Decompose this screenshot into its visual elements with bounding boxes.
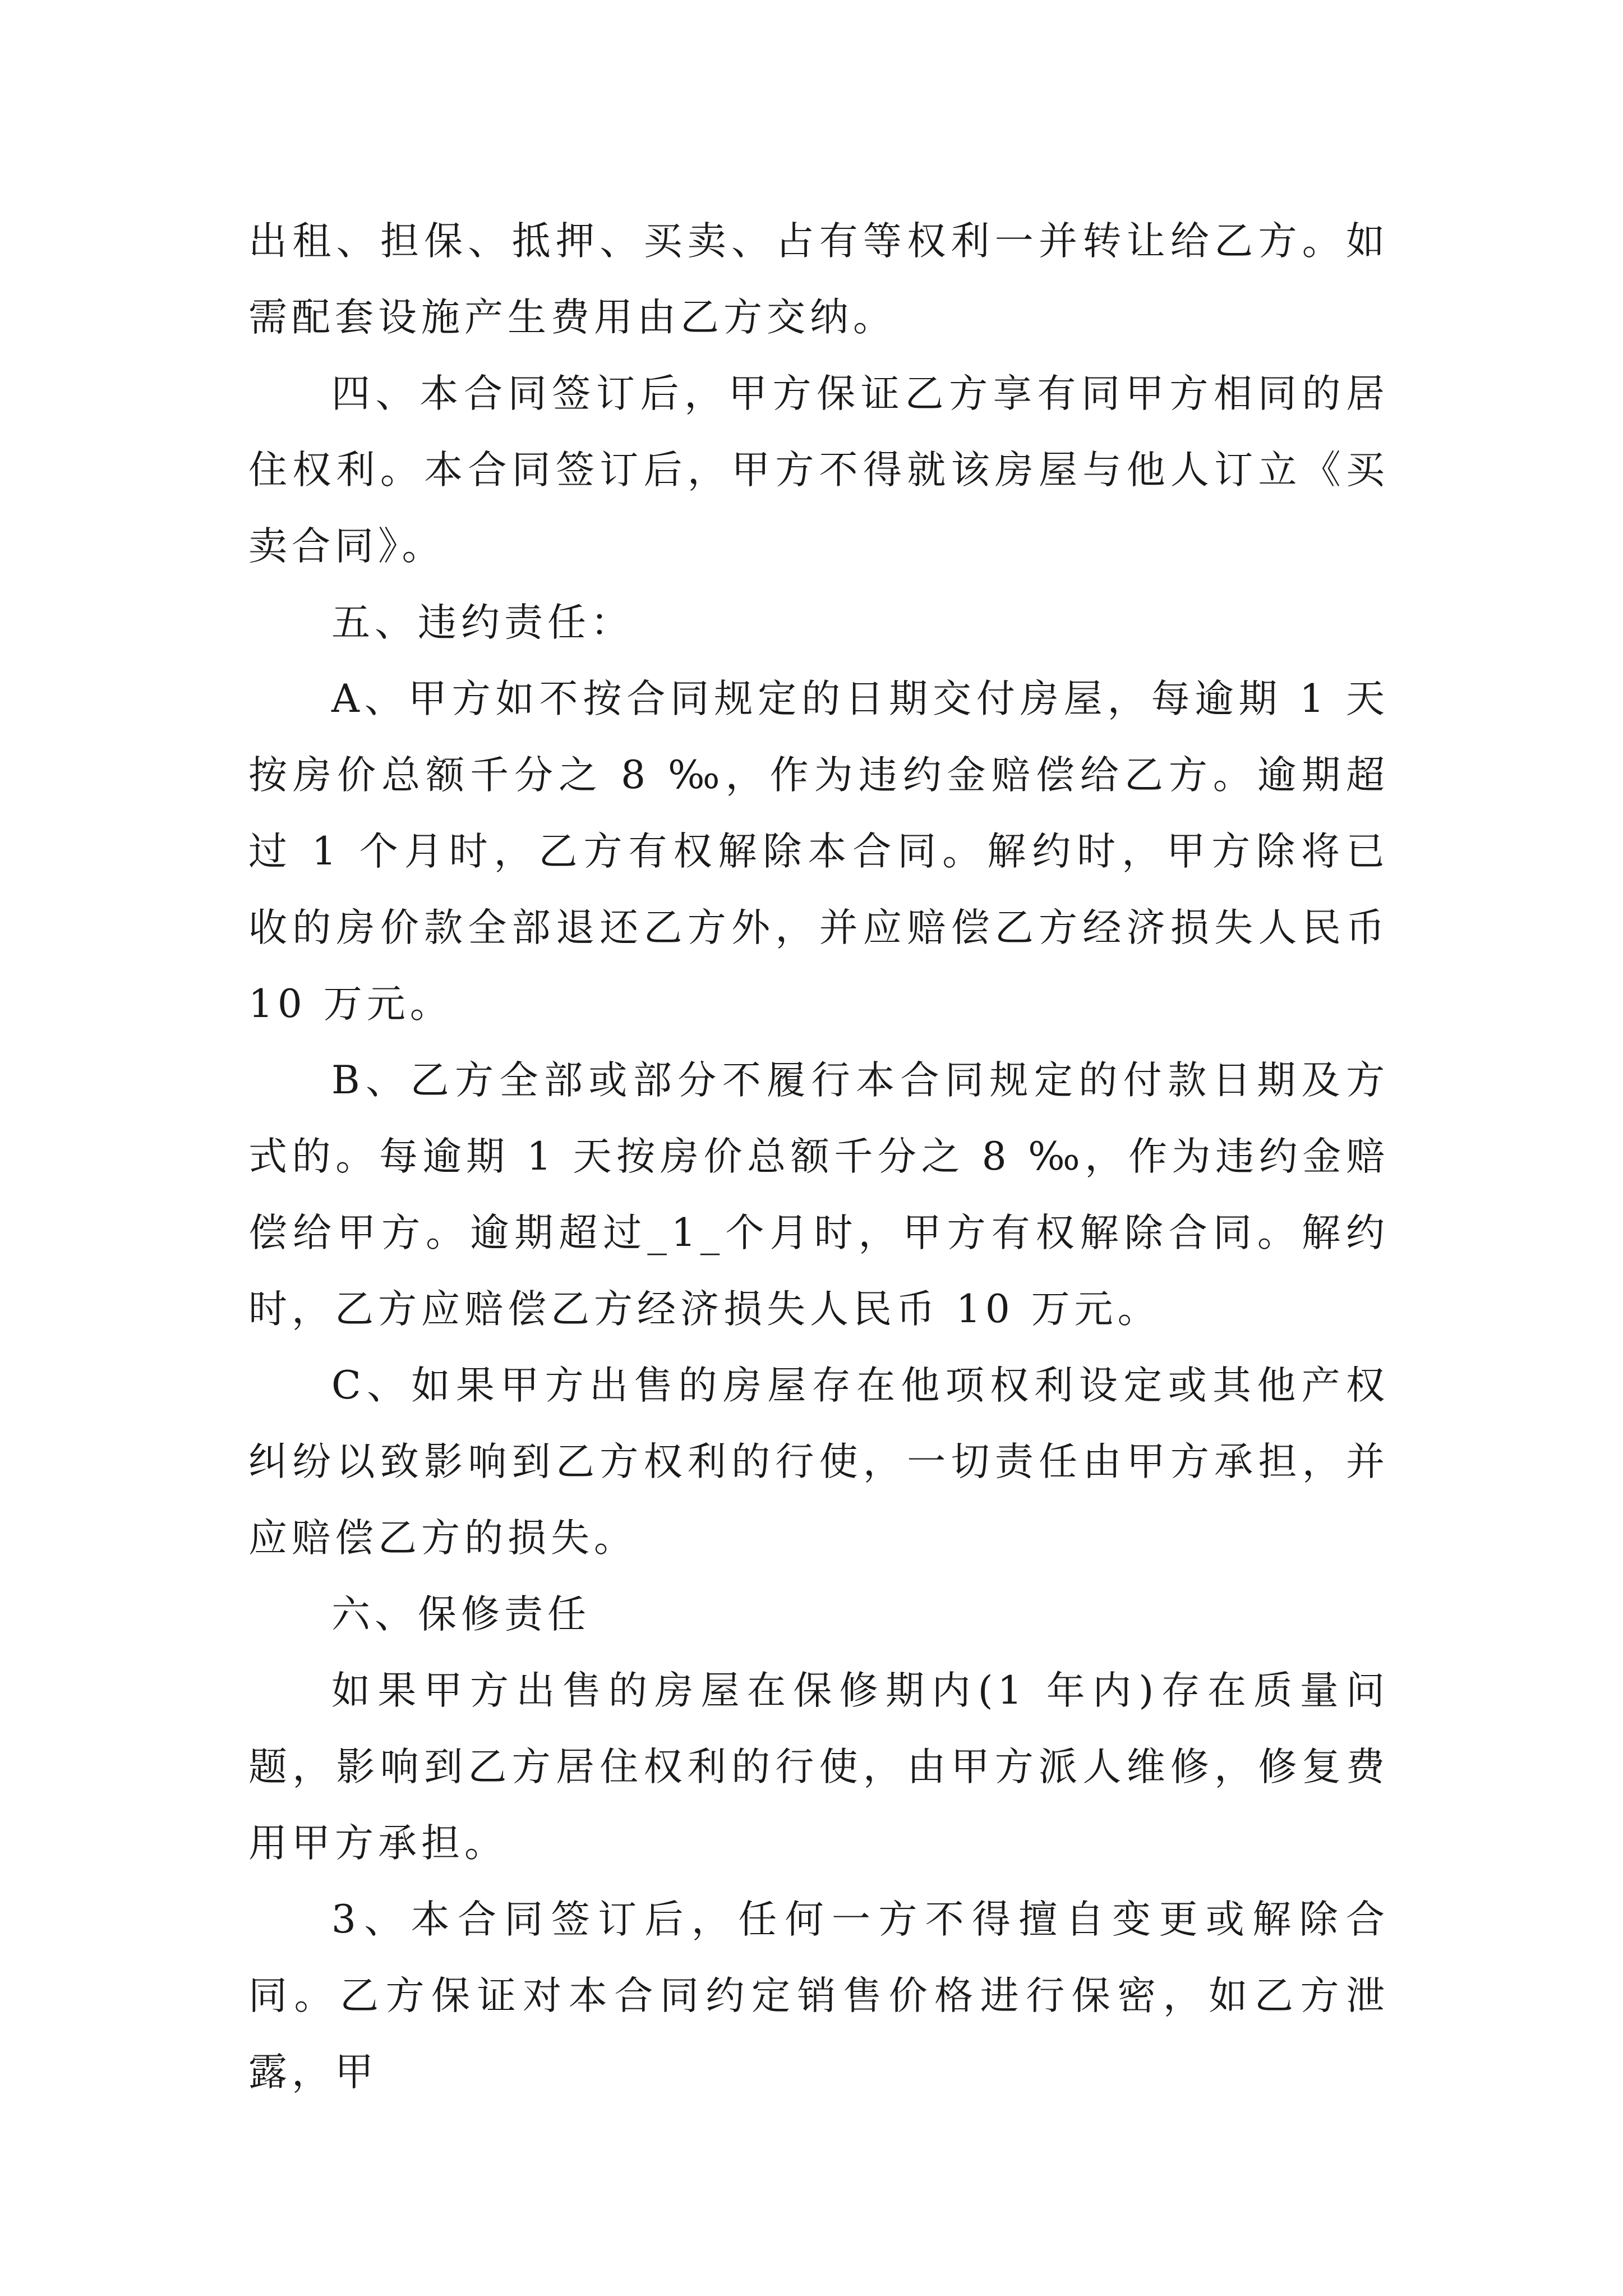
- heading-clause-6-warranty: 六、保修责任: [331, 1592, 591, 1637]
- paragraph-clause-6-warranty: 如果甲方出售的房屋在保修期内(1 年内)存在质量问题，影响到乙方居住权利的行使，由甲方派人维修，修复费用甲方承担。: [248, 1668, 1389, 1866]
- document-body: [248, 203, 1389, 2110]
- heading-clause-5-breach: 五、违约责任：: [331, 600, 634, 645]
- paragraph-clause-3-no-changes: 3、本合同签订后，任何一方不得擅自变更或解除合同。乙方保证对本合同约定销售价格进行保密，如乙方泄露，甲: [248, 1897, 1389, 2095]
- paragraph-transfer-rights: 出租、担保、抵押、买卖、占有等权利一并转让给乙方。如需配套设施产生费用由乙方交纳。: [248, 219, 1389, 340]
- paragraph-clause-5b: B、乙方全部或部分不履行本合同规定的付款日期及方式的。每逾期 1 天按房价总额千分之 8 ‰，作为违约金赔偿给甲方。逾期超过_1_个月时，甲方有权解除合同。解约时，乙方应赔偿乙方经济损失人民币 10 万元。: [248, 1058, 1389, 1332]
- paragraph-clause-5c: C、如果甲方出售的房屋存在他项权利设定或其他产权纠纷以致影响到乙方权利的行使，一切责任由甲方承担，并应赔偿乙方的损失。: [248, 1363, 1389, 1561]
- paragraph-clause-4-residence-rights: 四、本合同签订后，甲方保证乙方享有同甲方相同的居住权利。本合同签订后，甲方不得就该房屋与他人订立《买卖合同》。: [248, 371, 1389, 569]
- paragraph-clause-5a: A、甲方如不按合同规定的日期交付房屋，每逾期 1 天按房价总额千分之 8 ‰，作为违约金赔偿给乙方。逾期超过 1 个月时，乙方有权解除本合同。解约时，甲方除将已收的房价款全部退还乙方外，并应赔偿乙方经济损失人民币 10 万元。: [248, 677, 1389, 1027]
